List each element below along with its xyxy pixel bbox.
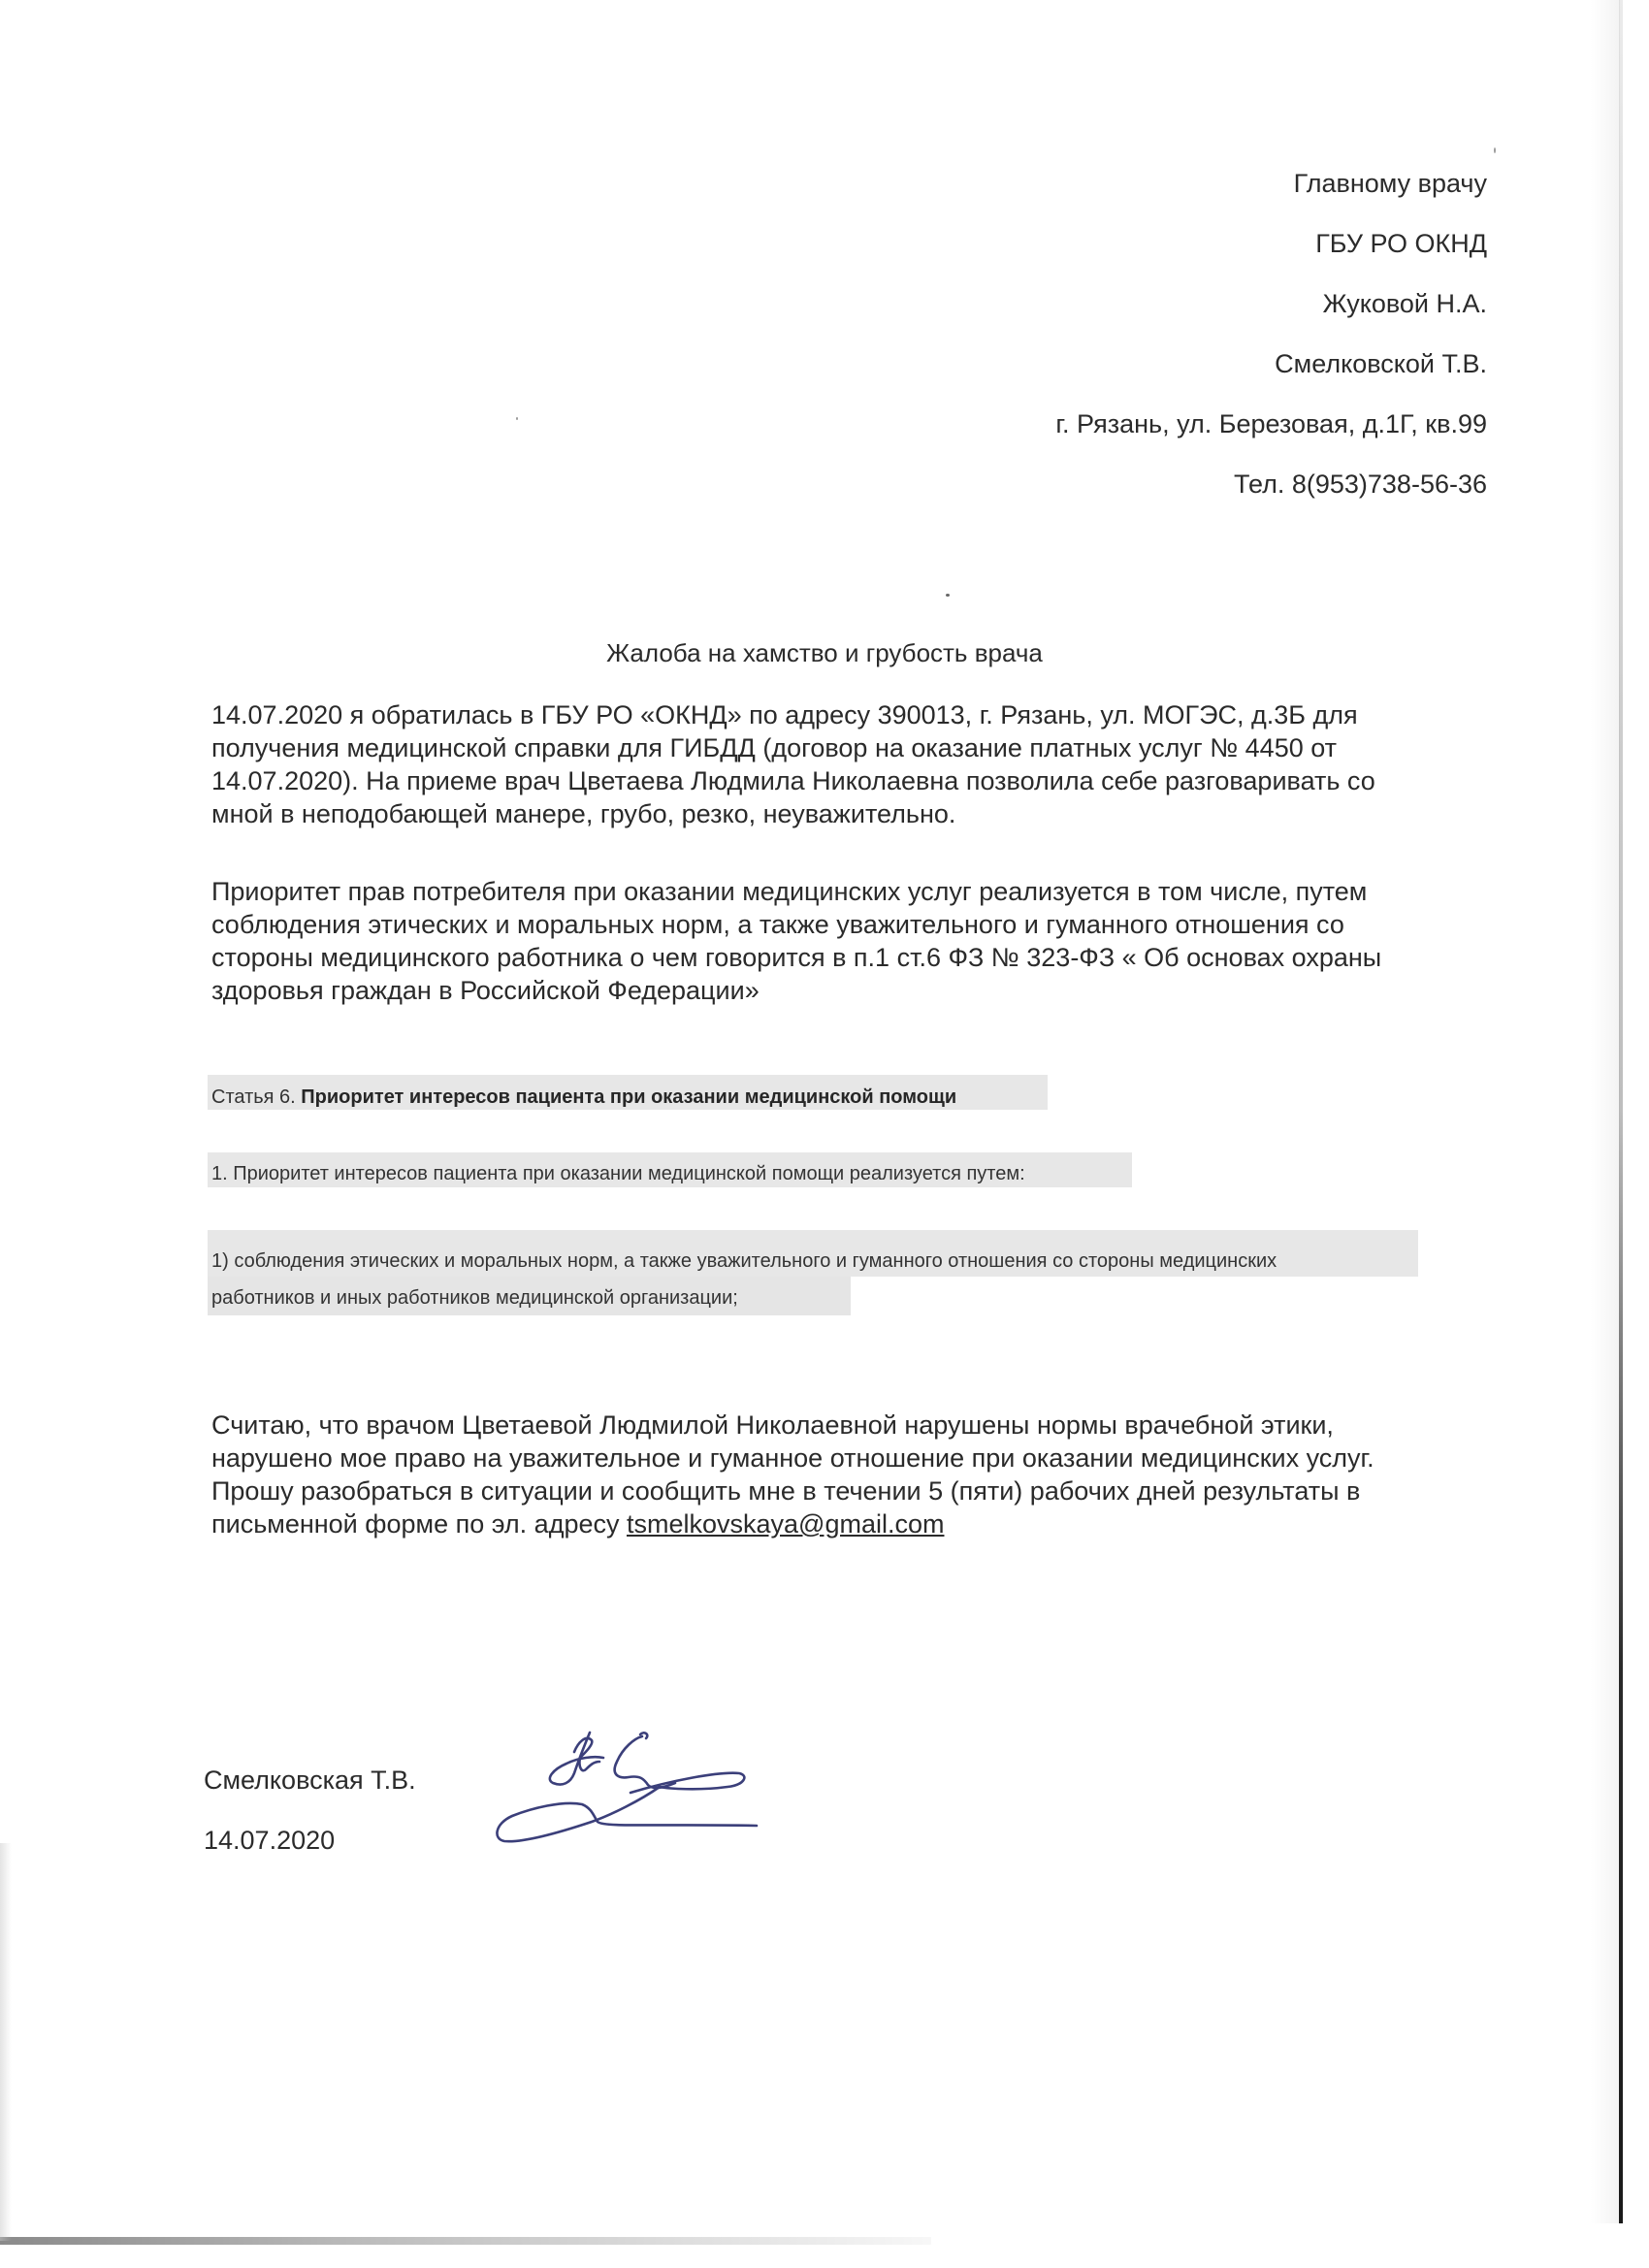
law-subclause-1-line-1: 1) соблюдения этических и моральных норм, а также уважительного и гуманного отношения со стороны медицинских (208, 1230, 1418, 1310)
recipient-line-organization: ГБУ РО ОКНД (1315, 229, 1487, 258)
paragraph-line: 14.07.2020 я обратилась в ГБУ РО «ОКНД» по адресу 390013, г. Рязань, ул. МОГЭС, д.3Б для (211, 700, 1358, 729)
signature-stroke (550, 1733, 603, 1785)
paragraph-line: соблюдения этических и моральных норм, а также уважительного и гуманного отношения со (211, 910, 1344, 939)
email-prefix: письменной форме по эл. адресу (211, 1509, 627, 1539)
paragraph-line: здоровья граждан в Российской Федерации» (211, 976, 760, 1005)
paragraph-line: Приоритет прав потребителя при оказании медицинских услуг реализуется в том числе, путем (211, 877, 1368, 906)
paragraph-line: 14.07.2020). На приеме врач Цветаева Людмила Николаевна позволила себе разговаривать со (211, 766, 1375, 795)
signature-stroke (615, 1736, 675, 1788)
scan-speck (516, 417, 518, 420)
paragraph-line: нарушено мое право на уважительное и гуманное отношение при оказании медицинских услуг. (211, 1443, 1374, 1473)
recipient-line-sender: Смелковской Т.В. (1275, 349, 1487, 378)
recipient-block (1055, 153, 1487, 514)
scan-edge-left (0, 1843, 12, 2241)
law-article-heading (208, 1075, 1048, 1110)
law-article-title: Приоритет интересов пациента при оказании медицинской помощи (301, 1086, 957, 1108)
email-link[interactable]: tsmelkovskaya@gmail.com (626, 1509, 945, 1539)
law-clause-1: 1. Приоритет интересов пациента при оказании медицинской помощи реализуется путем: (208, 1152, 1132, 1187)
handwritten-signature (485, 1723, 776, 1868)
signature-date: 14.07.2020 (204, 1826, 336, 1855)
recipient-line-position: Главному врачу (1293, 169, 1487, 198)
paragraph-line: мной в неподобающей манере, грубо, резко, неуважительно. (211, 799, 956, 828)
law-article-prefix: Статья 6. (211, 1086, 296, 1108)
paragraph-line: Считаю, что врачом Цветаевой Людмилой Николаевной нарушены нормы врачебной этики, (211, 1410, 1334, 1440)
recipient-line-address: г. Рязань, ул. Березовая, д.1Г, кв.99 (1055, 409, 1487, 438)
paragraph-incident (211, 698, 1472, 830)
signer-name: Смелковская Т.В. (204, 1766, 416, 1795)
recipient-line-phone: Тел. 8(953)738-56-36 (1234, 470, 1487, 499)
document-title: Жалоба на хамство и грубость врача (606, 638, 1043, 667)
scan-speck (1494, 147, 1496, 153)
paragraph-legal-basis (211, 875, 1472, 1007)
paragraph-request (211, 1409, 1472, 1540)
law-subclause-1-line-2: работников и иных работников медицинской организации; (208, 1277, 851, 1315)
quote-shade-mask (846, 1277, 1418, 1323)
paragraph-line: стороны медицинского работника о чем говорится в п.1 ст.6 ФЗ № 323-ФЗ « Об основах охраны (211, 943, 1382, 972)
recipient-line-addressee: Жуковой Н.А. (1322, 289, 1487, 318)
scan-edge-shadow (1591, 0, 1620, 2223)
scan-speck (946, 594, 950, 597)
scan-edge-bottom (0, 2237, 931, 2245)
paragraph-line-last (211, 1507, 1472, 1540)
paragraph-line: получения медицинской справки для ГИБДД (договор на оказание платных услуг № 4450 от (211, 733, 1338, 762)
paragraph-line: Прошу разобраться в ситуации и сообщить мне в течении 5 (пяти) рабочих дней результаты в (211, 1476, 1361, 1506)
signature-stroke (497, 1773, 757, 1841)
scan-edge-right (1619, 0, 1623, 2223)
